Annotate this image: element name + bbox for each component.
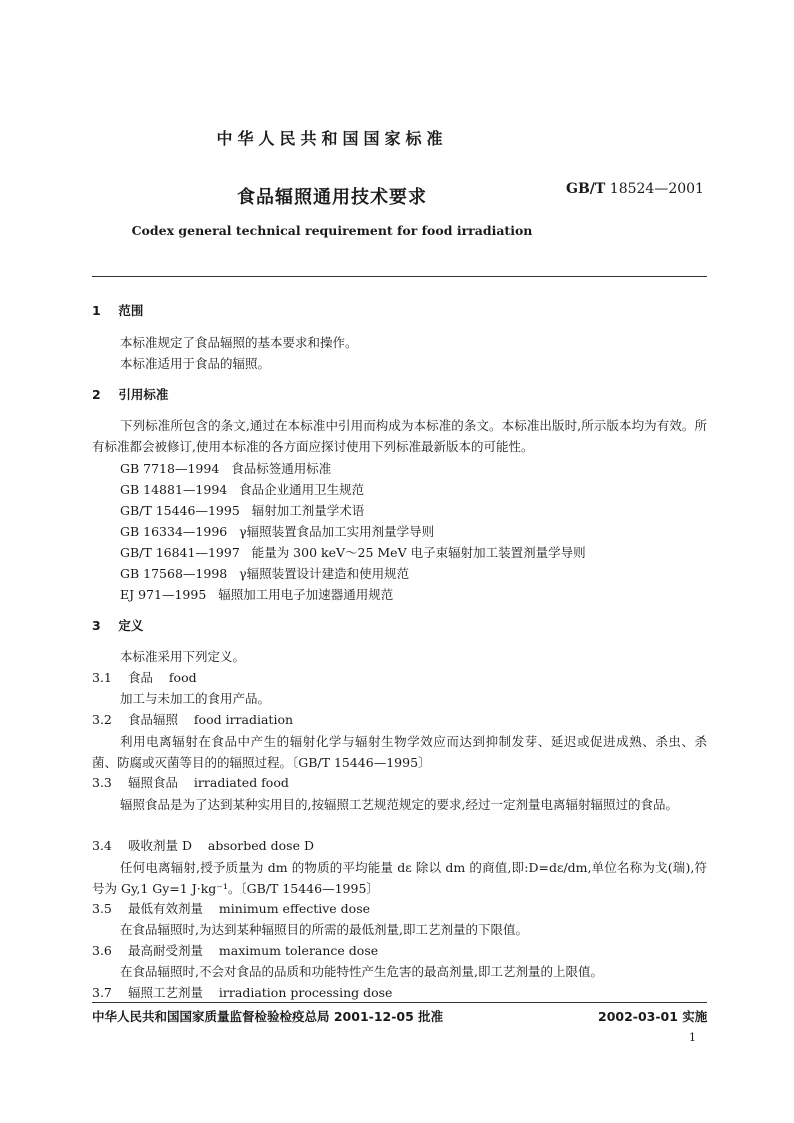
standard-code: 18524—2001 [609,181,704,197]
section-3-intro: 本标准采用下列定义。 [120,649,246,664]
definition-heading: 3.7 辐照工艺剂量 irradiation processing dose [92,985,393,1000]
reference-item: GB 7718—1994 食品标签通用标准 [120,461,332,476]
reference-item: GB 14881—1994 食品企业通用卫生规范 [120,482,365,497]
definition-text: 在食品辐照时,不会对食品的品质和功能特性产生危害的最高剂量,即工艺剂量的上限值。 [120,964,603,979]
definition-heading: 3.1 食品 food [92,670,197,685]
approval-issuer: 中华人民共和国国家质量监督检验检疫总局 2001-12-05 批准 [92,1009,444,1024]
section-2-heading: 2 引用标准 [92,387,169,402]
footer-divider [92,1002,707,1003]
section-1-line-1: 本标准规定了食品辐照的基本要求和操作。 [120,335,358,350]
section-1-heading: 1 范围 [92,303,144,318]
section-1-line-2: 本标准适用于食品的辐照。 [120,356,271,371]
effective-date: 2002-03-01 实施 [598,1009,708,1024]
reference-item: EJ 971—1995 辐照加工用电子加速器通用规范 [120,587,394,602]
reference-item: GB/T 15446—1995 辐射加工剂量学术语 [120,503,365,518]
reference-item: GB 16334—1996 γ辐照装置食品加工实用剂量学导则 [120,524,435,539]
header-divider [92,276,707,277]
definition-text: 任何电离辐射,授予质量为 dm 的物质的平均能量 dε 除以 dm 的商值,即:D=dε/dm,单位名称为戈(瑞),符号为 Gy,1 Gy=1 J·kg⁻¹。〔GB/T 15446—1995〕 [92,860,707,896]
definition-heading: 3.3 辐照食品 irradiated food [92,775,289,790]
definition-heading: 3.2 食品辐照 food irradiation [92,712,294,727]
definition-heading: 3.4 吸收剂量 D absorbed dose D [92,838,314,853]
definition-text: 辐照食品是为了达到某种实用目的,按辐照工艺规范规定的要求,经过一定剂量电离辐射辐照过的食品。 [120,797,678,812]
reference-item: GB 17568—1998 γ辐照装置设计建造和使用规范 [120,566,410,581]
section-3-heading: 3 定义 [92,618,144,633]
section-2-intro: 下列标准所包含的条文,通过在本标准中引用而构成为本标准的条文。本标准出版时,所示版本均为有效。所有标准都会被修订,使用本标准的各方面应探讨使用下列标准最新版本的可能性。 [92,418,707,454]
document-title: 食品辐照通用技术要求 [237,187,427,208]
standard-prefix: GB/T [566,181,606,197]
page-number: 1 [689,1031,696,1044]
reference-item: GB/T 16841—1997 能量为 300 keV～25 MeV 电子束辐射加工装置剂量学导则 [120,545,586,560]
definition-text: 在食品辐照时,为达到某种辐照目的所需的最低剂量,即工艺剂量的下限值。 [120,922,528,937]
english-title: Codex general technical requirement for food irradiation [131,223,533,238]
definition-text: 加工与未加工的食用产品。 [120,691,271,706]
standard-number [566,181,704,197]
definition-heading: 3.5 最低有效剂量 minimum effective dose [92,901,371,916]
national-standard-heading: 中华人民共和国国家标准 [216,129,448,148]
definition-text: 利用电离辐射在食品中产生的辐射化学与辐射生物学效应而达到抑制发芽、延迟或促进成熟、杀虫、杀菌、防腐或灭菌等目的的辐照过程。〔GB/T 15446—1995〕 [92,734,707,770]
definition-heading: 3.6 最高耐受剂量 maximum tolerance dose [92,943,379,958]
